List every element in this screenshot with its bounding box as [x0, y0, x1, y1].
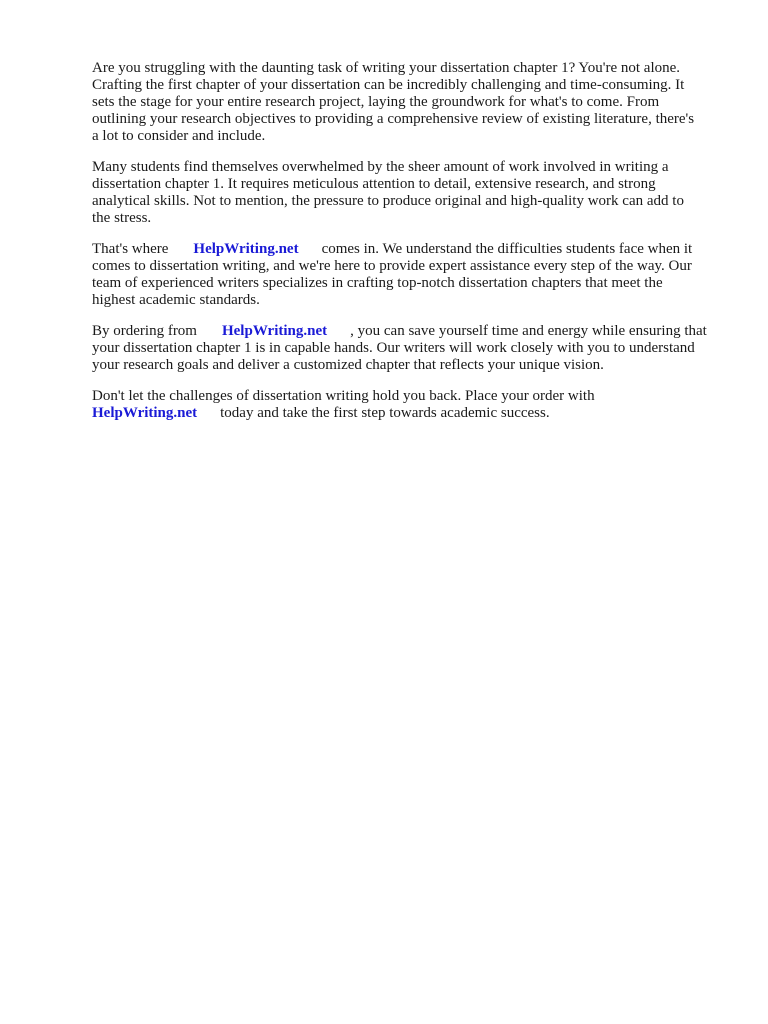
paragraph-thats-where	[92, 241, 732, 309]
text-line: highest academic standards.	[92, 292, 260, 308]
text-segment: , you can save yourself time and energy while ensuring that	[350, 323, 707, 339]
paragraph-ordering	[92, 323, 732, 374]
text-line: sets the stage for your entire research project, laying the groundwork for what's to come. From	[92, 94, 660, 110]
text-line	[92, 405, 732, 422]
text-line: a lot to consider and include.	[92, 128, 266, 144]
helpwriting-link[interactable]: HelpWriting.net	[221, 323, 328, 339]
document-page	[92, 60, 732, 436]
text-line	[92, 241, 732, 258]
text-line: outlining your research objectives to providing a comprehensive review of existing literature, there's	[92, 111, 695, 127]
paragraph-call-to-action	[92, 388, 732, 422]
text-line: the stress.	[92, 210, 152, 226]
text-line	[92, 323, 732, 340]
text-line: Don't let the challenges of dissertation writing hold you back. Place your order with	[92, 388, 595, 404]
paragraph-intro	[92, 60, 732, 145]
helpwriting-link[interactable]: HelpWriting.net	[92, 405, 198, 421]
text-line: dissertation chapter 1. It requires meticulous attention to detail, extensive research, and strong	[92, 176, 656, 192]
text-segment: comes in. We understand the difficulties students face when it	[321, 241, 693, 257]
helpwriting-link[interactable]: HelpWriting.net	[193, 241, 299, 257]
text-line: Are you struggling with the daunting task of writing your dissertation chapter 1? You're not alone.	[92, 60, 681, 76]
paragraph-overwhelmed	[92, 159, 732, 227]
text-line: Crafting the first chapter of your dissertation can be incredibly challenging and time-consuming. It	[92, 77, 685, 93]
text-line: your research goals and deliver a customized chapter that reflects your unique vision.	[92, 357, 604, 373]
text-segment: today and take the first step towards academic success.	[220, 405, 550, 421]
text-line: analytical skills. Not to mention, the pressure to produce original and high-quality work can add to	[92, 193, 684, 209]
text-segment: That's where	[92, 241, 169, 257]
text-line: team of experienced writers specializes in crafting top-notch dissertation chapters that meet the	[92, 275, 663, 291]
text-line: your dissertation chapter 1 is in capable hands. Our writers will work closely with you to understand	[92, 340, 695, 356]
text-line: Many students find themselves overwhelmed by the sheer amount of work involved in writing a	[92, 159, 669, 175]
text-segment: By ordering from	[92, 323, 197, 339]
text-line: comes to dissertation writing, and we're here to provide expert assistance every step of the way. Our	[92, 258, 692, 274]
